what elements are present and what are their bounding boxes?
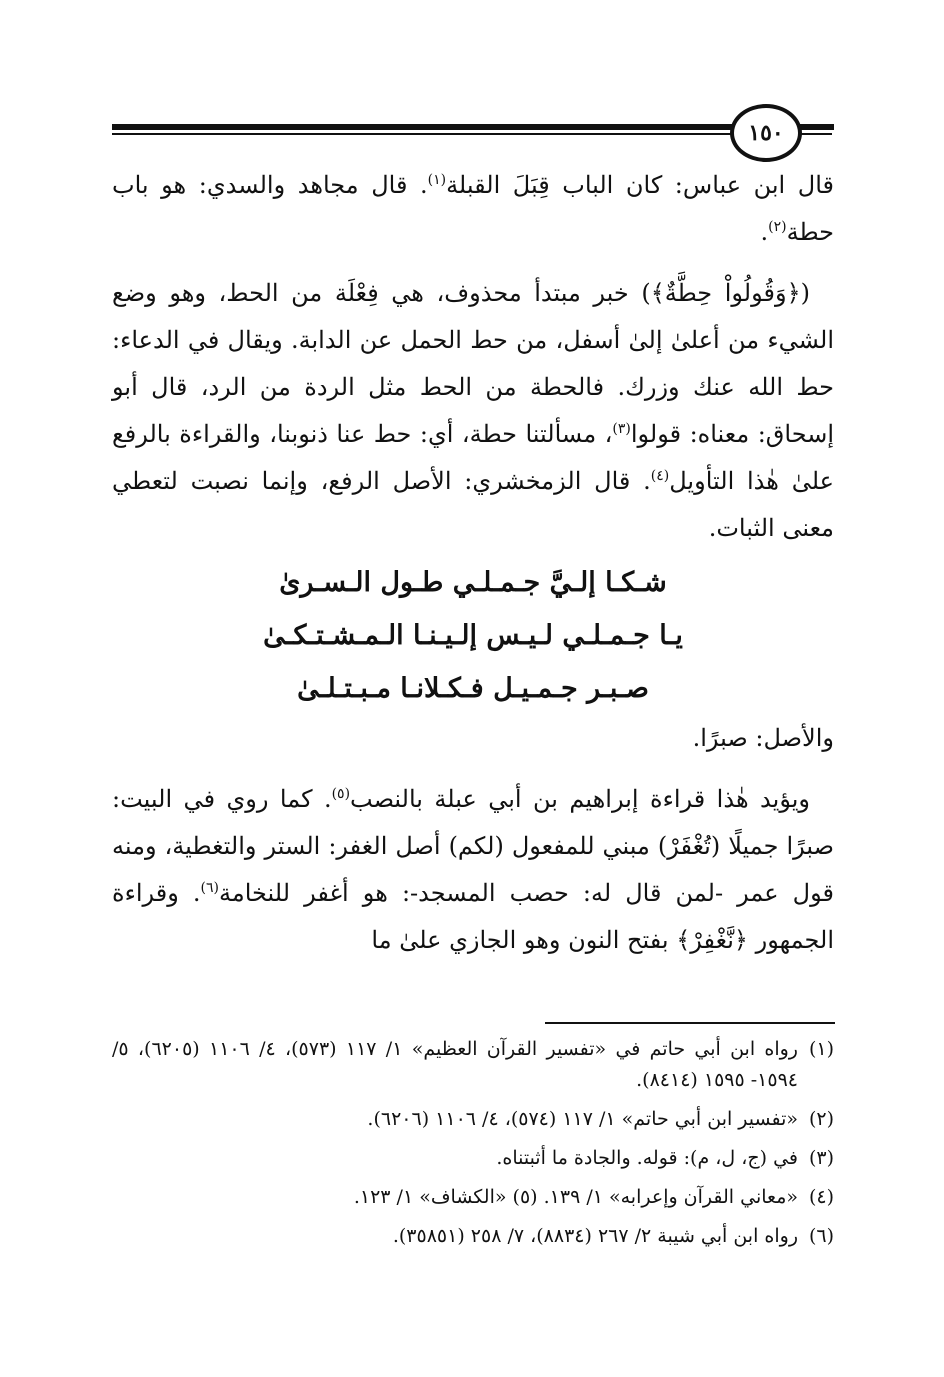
- paragraph-3: والأصل: صبرًا.: [692, 724, 834, 752]
- footnote: [112, 1104, 834, 1135]
- footnote-text: «معاني القرآن وإعرابه» ١/ ١٣٩. (٥) «الكشاف» ١/ ١٢٣.: [353, 1186, 798, 1208]
- header-rule-thin: [112, 133, 832, 135]
- poem-line: يـا جـمـلـي لـيـس إلـيـنـا الـمـشـتـكـىٰ: [263, 620, 683, 651]
- footnote-ref-2: (٢): [768, 219, 787, 235]
- paragraph-1-text: قال ابن عباس: كان الباب قِبَلَ القبلة: [446, 171, 834, 199]
- footnote: [112, 1034, 834, 1096]
- footnote: [112, 1221, 834, 1252]
- main-text: [112, 162, 834, 964]
- footnote-ref-1: (١): [427, 172, 447, 188]
- footnote-number: (٤): [808, 1186, 834, 1208]
- paragraph-4: [112, 776, 834, 964]
- header-rule: [112, 124, 832, 138]
- header-rule-tail: [798, 124, 834, 130]
- paragraph-4-text: ويؤيد هٰذا قراءة إبراهيم بن أبي عبلة بالنصب: [350, 785, 810, 813]
- footnote-number: (٣): [808, 1147, 834, 1169]
- paragraph-2-text: (﴿وَقُولُواْ حِطَّةٌ﴾) خبر مبتدأ محذوف، هي فِعْلَة من الحط، وهو وضع الشيء من أعلىٰ إلىٰ أسفل، من حط الحمل عن الدابة. ويقال في الدعاء: حط الله عنك وزرك. فالحطة من الحط مثل الردة من الرد، قال أبو إسحاق: معناه: قولوا: [112, 279, 834, 448]
- poem-line: صـبـر جـمـيـل فـكـلانـا مـبـتـلـىٰ: [297, 673, 649, 704]
- paragraph-4-text-b: . كما روي في البيت: صبرًا جميلًا (تُغْفَرْ) مبني للمفعول (لكم) أصل الغفر: الستر والتغطية، ومنه قول عمر -لمن قال له: حصب المسجد-: هو أغفر للنخامة: [112, 785, 834, 907]
- footnote-number: (١): [808, 1038, 834, 1060]
- poem-verses: [112, 556, 834, 715]
- footnote-ref-3: (٣): [612, 421, 631, 437]
- footnote-separator: [545, 1022, 835, 1024]
- paragraph-1-text-b: . قال مجاهد والسدي: هو باب حطة: [112, 171, 834, 246]
- footnotes: [112, 1034, 834, 1260]
- footnote-text: في (ج، ل، م): قوله. والجادة ما أثبتناه.: [496, 1147, 798, 1169]
- paragraph-2-text-c: . قال الزمخشري: الأصل الرفع، وإنما نصبت لتعطي معنى الثبات.: [112, 467, 834, 542]
- footnote-text: رواه ابن أبي شيبة ٢/ ٢٦٧ (٨٨٣٤)، ٧/ ٢٥٨ (٣٥٨٥١).: [392, 1225, 798, 1247]
- paragraph-1-text-c: .: [760, 218, 769, 246]
- paragraph-1: [112, 162, 834, 256]
- footnote-number: (٦): [808, 1225, 834, 1247]
- poem-line: شـكـا إلـيَّ جـمـلـي طـول الـسـرىٰ: [279, 567, 667, 598]
- footnote-number: (٢): [808, 1108, 834, 1130]
- footnote: [112, 1143, 834, 1174]
- footnote-ref-5: (٥): [331, 786, 351, 802]
- footnote-text: رواه ابن أبي حاتم في «تفسير القرآن العظيم» ١/ ١١٧ (٥٧٣)، ٤/ ١١٠٦ (٦٢٠٥)، ٥/ ١٥٩٤- ١٥٩٥ (٨٤١٤).: [112, 1038, 798, 1091]
- paragraph-2: [112, 270, 834, 552]
- footnote-ref-4: (٤): [650, 468, 670, 484]
- header-rule-thick: [112, 124, 832, 130]
- footnote-ref-6: (٦): [200, 880, 220, 896]
- page-number: ١٥٠: [730, 104, 802, 162]
- paragraph-2-text-b: ، مسألتنا حطة، أي: حط عنا ذنوبنا، والقراءة بالرفع علىٰ هٰذا التأويل: [112, 420, 834, 495]
- footnote: [112, 1182, 834, 1213]
- paragraph-4-text-c: . وقراءة الجمهور ﴿نَّغْفِرْ﴾ بفتح النون وهو الجازي علىٰ ما: [112, 879, 834, 954]
- footnote-text: «تفسير ابن أبي حاتم» ١/ ١١٧ (٥٧٤)، ٤/ ١١٠٦ (٦٢٠٦).: [367, 1108, 798, 1130]
